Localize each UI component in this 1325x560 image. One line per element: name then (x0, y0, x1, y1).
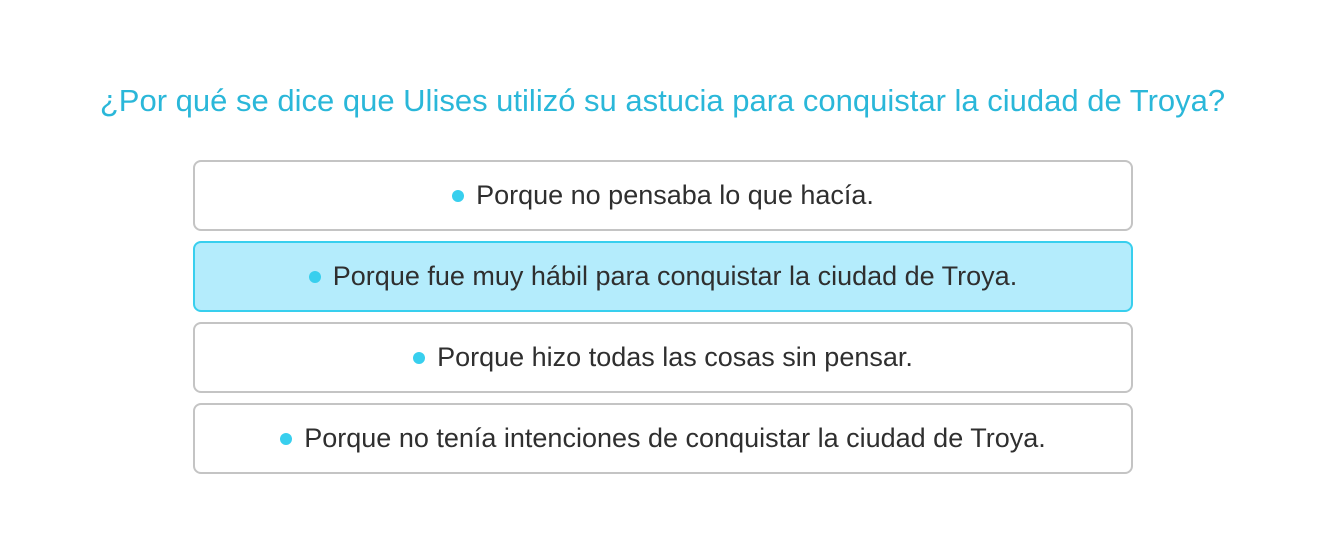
answer-option-4[interactable] (193, 403, 1133, 474)
question-text: ¿Por qué se dice que Ulises utilizó su astucia para conquistar la ciudad de Troya? (99, 83, 1226, 118)
bullet-icon (309, 271, 321, 283)
bullet-icon (280, 433, 292, 445)
answer-option-1[interactable] (193, 160, 1133, 231)
answer-option-text: Porque hizo todas las cosas sin pensar. (437, 342, 913, 372)
answer-option-3[interactable] (193, 322, 1133, 393)
answer-option-2[interactable] (193, 241, 1133, 312)
answer-option-text: Porque no pensaba lo que hacía. (476, 180, 874, 210)
bullet-icon (413, 352, 425, 364)
bullet-icon (452, 190, 464, 202)
answer-option-text: Porque no tenía intenciones de conquistar la ciudad de Troya. (304, 423, 1046, 453)
answer-option-text: Porque fue muy hábil para conquistar la ciudad de Troya. (332, 261, 1018, 291)
answer-options (193, 160, 1133, 484)
